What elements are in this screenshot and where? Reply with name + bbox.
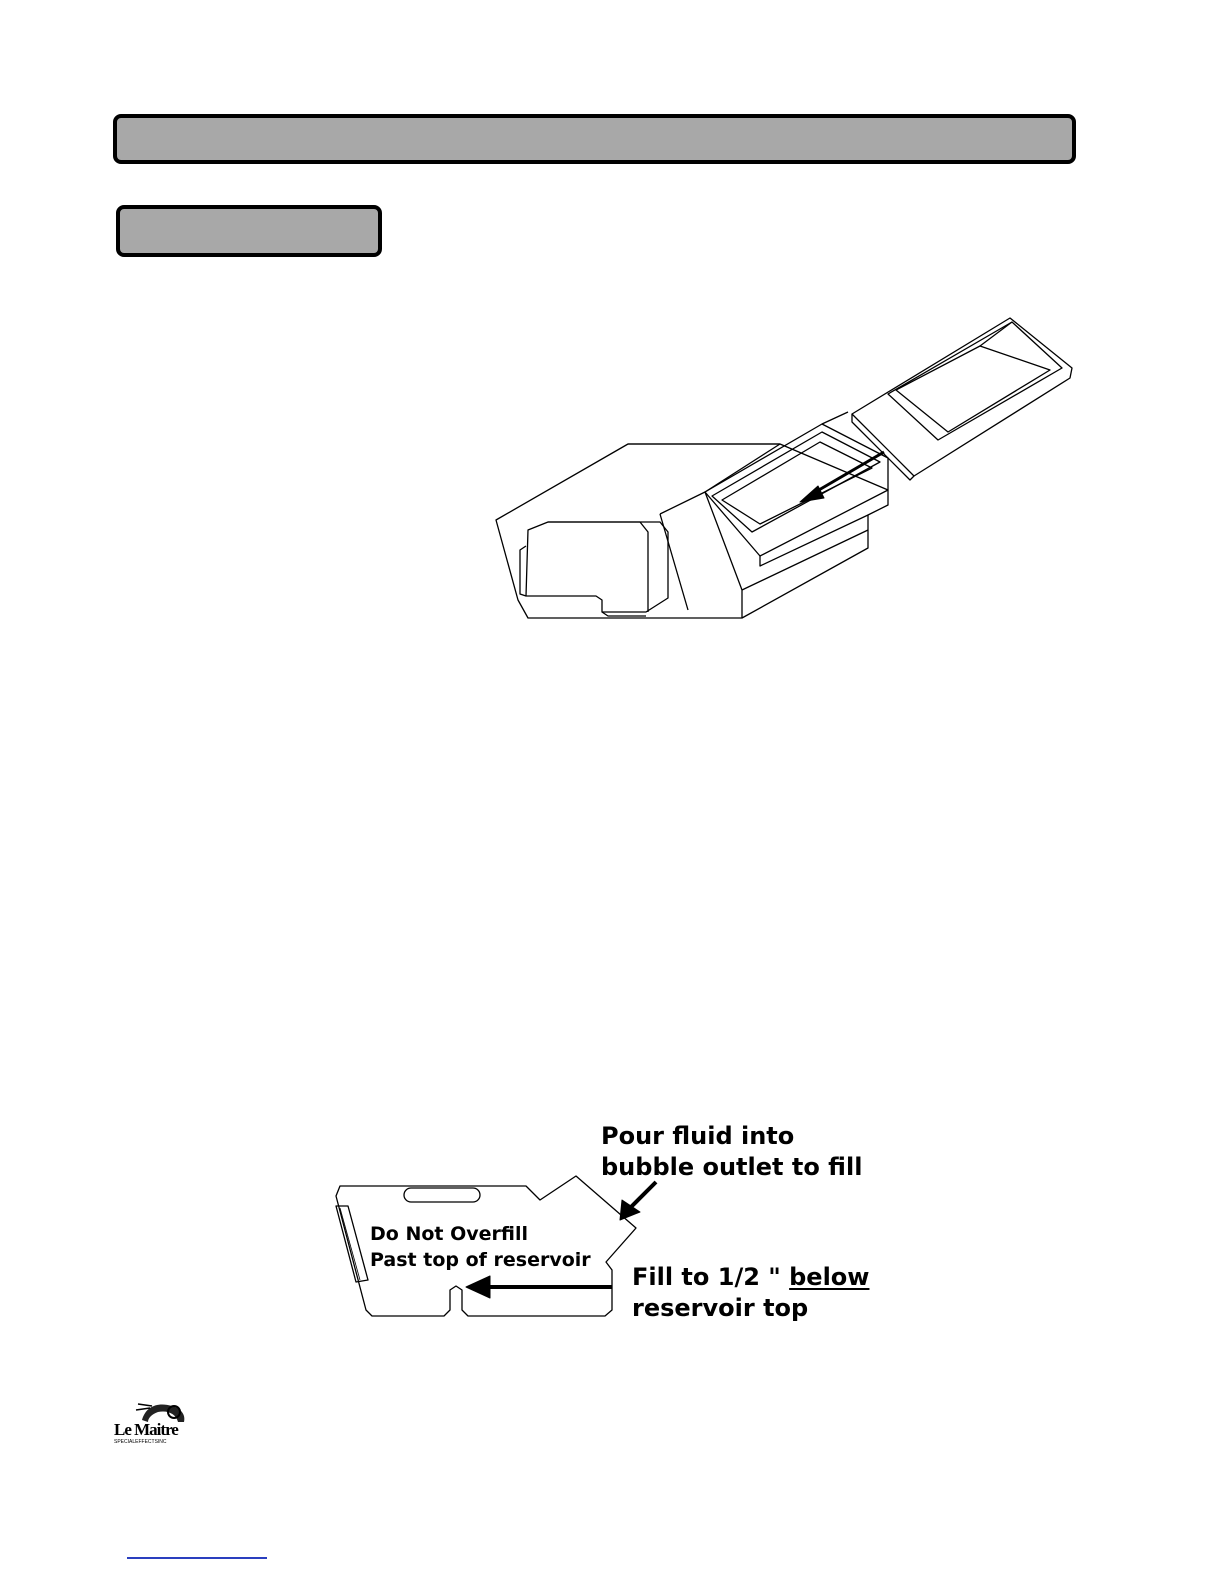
fill-level-callout (632, 1262, 869, 1324)
fill-callout-emphasis: below (789, 1263, 870, 1291)
logo-wordmark: Le Maitre (114, 1420, 178, 1439)
fill-callout-line2: reservoir top (632, 1294, 809, 1322)
company-logo (114, 1400, 184, 1448)
fill-callout-prefix: Fill to 1/2 " (632, 1263, 790, 1291)
pour-fluid-callout (601, 1121, 862, 1183)
fill-callout-line1 (632, 1262, 869, 1293)
overfill-warning-line2: Past top of reservoir (370, 1249, 591, 1271)
footer-rule (127, 1557, 267, 1559)
overfill-warning (370, 1221, 591, 1273)
machine-isometric-drawing (496, 318, 1072, 618)
pour-callout-line2: bubble outlet to fill (601, 1153, 863, 1181)
logo-tagline: SPECIALEFFECTSINC (114, 1439, 167, 1445)
overfill-warning-line1: Do Not Overfill (370, 1223, 528, 1245)
pour-callout-line1: Pour fluid into (601, 1122, 795, 1150)
